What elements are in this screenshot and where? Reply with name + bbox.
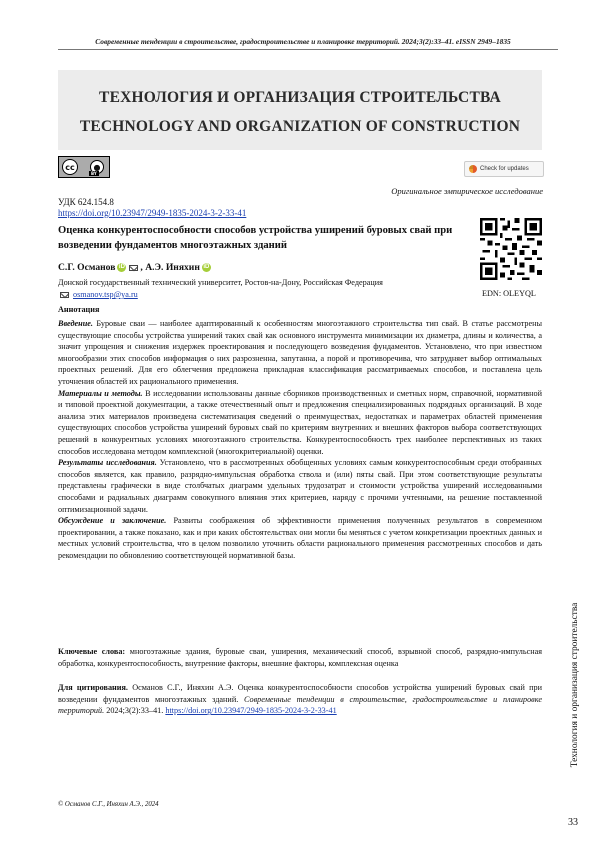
article-title: Оценка конкурентоспособности способов устройства уширений буровых свай при возведении фундаментов многоэтажных зданий — [58, 225, 453, 251]
author-osmanov: С.Г. Османов — [58, 262, 116, 273]
citation-journal: Современные тенденции в строительстве, градостроительстве и планировке территорий. — [58, 694, 542, 716]
copyright: © Османов С.Г., Иняхин А.Э., 2024 — [58, 801, 159, 808]
section-banner — [58, 70, 542, 150]
cc-by-label: BY — [91, 171, 97, 176]
orcid-icon[interactable]: iD — [118, 264, 125, 270]
cc-by-license-badge[interactable] — [58, 156, 110, 178]
sidebar-text: Технология и организация строительства — [570, 602, 580, 768]
intro-label: Введение. — [58, 319, 93, 328]
results-label: Результаты исследования. — [58, 458, 157, 468]
section-title-ru: ТЕХНОЛОГИЯ И ОРГАНИЗАЦИЯ СТРОИТЕЛЬСТВА — [99, 89, 501, 106]
journal-header: Современные тенденции в строительстве, градостроительстве и планировке территорий. 2024;3(2):33–41. eISSN 2949–1835 — [95, 37, 511, 46]
email-icon — [129, 265, 138, 271]
person-icon: ● — [90, 160, 104, 174]
header-rule — [58, 49, 558, 50]
udk-code: УДК 624.154.8 — [58, 197, 114, 207]
keywords-text: многоэтажные здания, буровые сваи, уширения, механический способ, взрывной способ, разрядно-импульсная обработка, конкурентоспособность, внутренние факторы, внешние факторы, комплексная оценка — [58, 647, 542, 668]
author-inyakhin: , А.Э. Иняхин — [140, 262, 200, 273]
cc-icon: cc — [62, 159, 78, 175]
annotation-heading: Аннотация — [58, 305, 100, 314]
orcid-icon[interactable]: iD — [203, 264, 210, 270]
intro-text: Буровые сваи — наиболее адаптированный к особенностям многоэтажного строительства тип свай. В статье рассмотрены существующие способы устройства уширений таких свай как основного инструмента минимизации их диаметра, длины и количества, а значит упрощения и снижения издержек проектирования и последующего возведения фундаментов. Установлено, что при известном многообразии этих способов информация о них разрозненна, запутанна, а порой и противоречива, что затрудняет выбор оптимальных проектных решений. Для его облегчения предложена прикладная классификация рассматриваемых способов, и поставлена цель уточнения областей их рационального применения. — [58, 319, 542, 386]
citation-text: Османов С.Г., Иняхин А.Э. Оценка конкурентоспособности способов устройства уширений буровых свай при возведении фундаментов многоэтажных зданий. — [58, 683, 543, 704]
vertical-section-label — [568, 580, 582, 790]
abstract-discussion — [58, 515, 542, 561]
doi-link[interactable]: https://doi.org/10.23947/2949-1835-2024-3-2-33-41 — [58, 208, 247, 218]
authors-line — [58, 262, 212, 273]
abstract-methods — [58, 388, 542, 458]
edn-code: EDN: OLEYQL — [482, 289, 536, 298]
citation-details: 2024;3(2):33–41. — [104, 706, 166, 716]
keywords — [58, 646, 542, 669]
discussion-text: Развиты соображения об эффективности применения полученных результатов в современном проектировании, а также показано, как и при каких обстоятельствах они могли бы меняться с учетом конкретизации проектных данных и местных условий строительства, что в целом позволило уточнить области рационального применения рассмотренных способов и дать рекомендации по обновлению соответствующей нормативной базы. — [58, 516, 542, 560]
results-text: Установлено, что в рассмотренных обобщенных условиях самым конкурентоспособным среди отобранных способов является, как правило, разрядно-импульсная обработка ствола и (или) пяты свай. При этом соответствующие результаты представлены графически в виде столбчатых диаграмм удельных трудозатрат и стоимости устройства уширений исследованными способами и радиальных диаграмм совокупного влияния этих критериев, наряду с прочими учтенными, на решение поставленной оптимизационной задачи. — [58, 458, 542, 514]
citation-label: Для цитирования. — [58, 683, 128, 692]
article-type: Оригинальное эмпирическое исследование — [391, 186, 543, 196]
citation-doi-link[interactable]: https://doi.org/10.23947/2949-1835-2024-3-2-33-41 — [165, 706, 337, 716]
check-for-updates-button[interactable] — [464, 161, 544, 177]
abstract-results — [58, 457, 542, 515]
section-title-en: TECHNOLOGY AND ORGANIZATION OF CONSTRUCTION — [79, 118, 521, 135]
qr-code — [480, 218, 542, 280]
methods-text: В исследовании использованы данные сборников производственных и сметных норм, справочной, нормативной и типовой проектной документации, а также отечественный опыт и предложения специализированных подрядных организаций. В ходе анализа этих материалов произведена систематизация сведений о преимуществах, недостатках и параметрах областей применения существующих способов устройства уширений буровых свай по критериям внутренних и внешних факторов выбора соответствующих решений в конкурентных условиях многоэтажного строительства. Конкурентоспособность трех наиболее перспективных из таких способов исследована методом комплексной (многокритериальной) оценки. — [58, 388, 543, 456]
citation — [58, 682, 542, 717]
keywords-label: Ключевые слова: — [58, 647, 126, 656]
contact-email — [58, 290, 138, 299]
abstract-introduction — [58, 318, 542, 388]
methods-label: Материалы и методы. — [58, 388, 143, 398]
email-icon — [60, 292, 69, 298]
affiliation: Донской государственный технический университет, Ростов-на-Дону, Российская Федерация — [58, 278, 383, 287]
discussion-label: Обсуждение и заключение. — [58, 516, 167, 526]
page-number: 33 — [568, 817, 578, 828]
annotation-body — [58, 318, 542, 561]
check-for-updates-label: Check for updates — [480, 166, 529, 172]
crossmark-icon — [469, 165, 477, 173]
email-link[interactable]: osmanov.tsp@ya.ru — [73, 290, 138, 299]
